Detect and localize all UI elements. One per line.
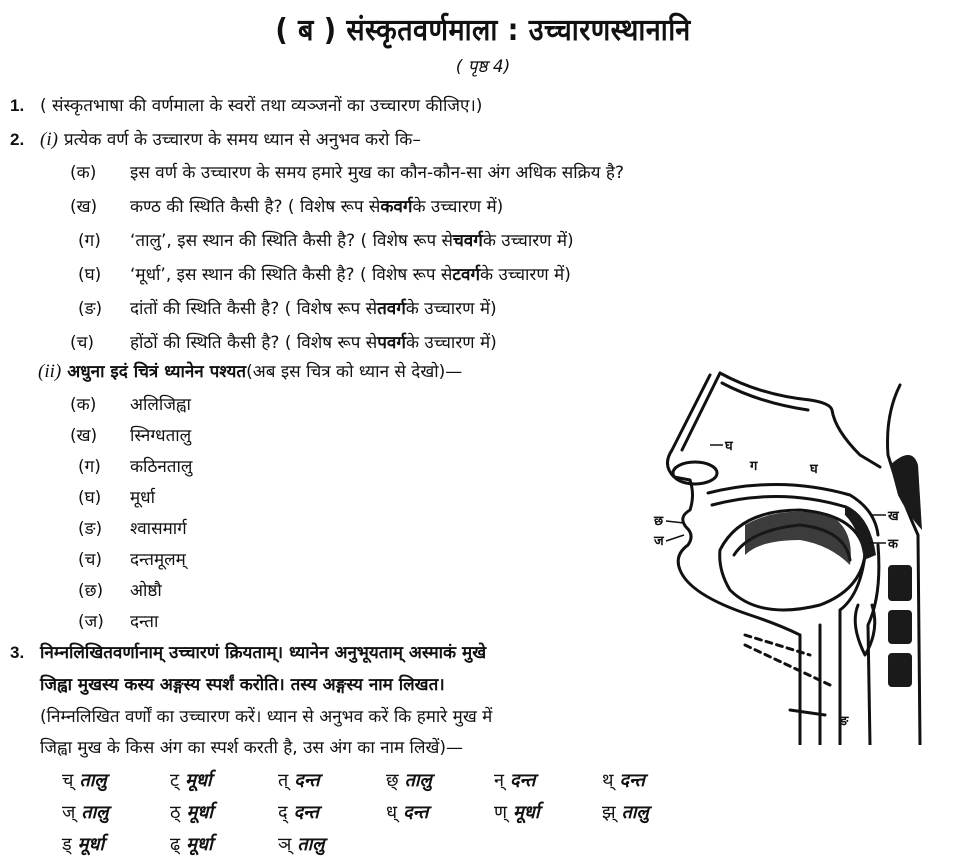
item-text: इस वर्ण के उच्चारण के समय हमारे मुख का कौन-कौन-सा अंग अधिक सक्रिय है? bbox=[130, 163, 624, 183]
question-text-line: (निम्नलिखित वर्णों का उच्चारण करें। ध्यान से अनुभव करें कि हमारे मुख में bbox=[40, 707, 493, 727]
diagram-label-ga: ग bbox=[750, 459, 758, 474]
question-number: 1. bbox=[10, 96, 25, 115]
part-label: (ii) bbox=[38, 361, 62, 382]
item-label: (ग) bbox=[78, 231, 101, 251]
answer-row bbox=[62, 768, 710, 800]
question-text: ( संस्कृतभाषा की वर्णमाला के स्वरों तथा व्यञ्जनों का उच्चारण कीजिए।) bbox=[40, 96, 483, 116]
list-item bbox=[70, 194, 624, 228]
answer-cell: थ् दन्त bbox=[602, 770, 645, 791]
answer-cell: न् दन्त bbox=[494, 770, 536, 791]
list-item bbox=[70, 609, 192, 640]
item-bold: तवर्ग bbox=[377, 299, 406, 319]
answer-cell: ज् तालु bbox=[62, 802, 109, 823]
item-text: के उच्चारण में) bbox=[480, 265, 571, 285]
question-2-part-i bbox=[10, 127, 421, 151]
part-ii-items bbox=[70, 392, 192, 640]
diagram-label-nga: ङ bbox=[840, 714, 849, 729]
item-label: (ख) bbox=[70, 197, 98, 217]
diagram-label-ja: ज bbox=[654, 534, 664, 549]
item-text: दन्तमूलम् bbox=[130, 550, 186, 570]
item-label: (ङ) bbox=[78, 519, 103, 539]
question-number: 2. bbox=[10, 130, 25, 149]
question-text-line: जिह्वा मुखस्य कस्य अङ्गस्य स्पर्शं करोति। तस्य अङ्गस्य नाम लिखत। bbox=[40, 675, 445, 695]
answer-cell: झ् तालु bbox=[602, 802, 649, 823]
item-label: (ख) bbox=[70, 426, 98, 446]
item-label: (घ) bbox=[78, 488, 102, 508]
answer-cell: ञ् तालु bbox=[278, 834, 325, 855]
item-bold: पवर्ग bbox=[377, 333, 406, 353]
answer-cell: छ् तालु bbox=[386, 770, 432, 791]
answer-cell: ड् मूर्धा bbox=[62, 834, 105, 855]
item-bold: टवर्ग bbox=[452, 265, 481, 285]
item-text: श्वासमार्ग bbox=[130, 519, 187, 539]
item-text: अलिजिह्वा bbox=[130, 395, 191, 415]
answer-cell: ट् मूर्धा bbox=[170, 770, 212, 791]
question-text-line: जिह्वा मुख के किस अंग का स्पर्श करती है, उस अंग का नाम लिखें)— bbox=[40, 738, 464, 758]
answer-grid bbox=[62, 768, 710, 864]
answer-cell: ण् मूर्धा bbox=[494, 802, 540, 823]
item-text: ‘मूर्धा’, इस स्थान की स्थिति कैसी है? ( विशेष रूप से bbox=[130, 265, 453, 285]
part-i-items bbox=[70, 160, 624, 364]
part-text: प्रत्येक वर्ण के उच्चारण के समय ध्यान से अनुभव करो कि– bbox=[63, 130, 421, 150]
answer-cell: ठ् मूर्धा bbox=[170, 802, 213, 823]
question-1 bbox=[10, 93, 482, 116]
item-label: (ज) bbox=[78, 612, 104, 632]
answer-row bbox=[62, 832, 710, 864]
item-label: (ङ) bbox=[78, 299, 103, 319]
item-text: के उच्चारण में) bbox=[412, 197, 504, 217]
question-number: 3. bbox=[10, 643, 25, 662]
list-item bbox=[70, 516, 192, 547]
answer-cell: ढ् मूर्धा bbox=[170, 834, 213, 855]
list-item bbox=[70, 262, 624, 296]
item-text: दन्ता bbox=[130, 612, 159, 632]
item-text: मूर्धा bbox=[130, 488, 156, 508]
item-text: के उच्चारण में) bbox=[405, 333, 497, 353]
item-text: कण्ठ की स्थिति कैसी है? ( विशेष रूप से bbox=[130, 197, 381, 217]
item-label: (ग) bbox=[78, 457, 101, 477]
item-label: (क) bbox=[70, 395, 97, 415]
answer-cell: द् दन्त bbox=[278, 802, 319, 823]
item-label: (छ) bbox=[78, 581, 104, 601]
list-item bbox=[70, 547, 192, 578]
item-bold: चवर्ग bbox=[453, 231, 483, 251]
part-label: (i) bbox=[40, 129, 58, 150]
list-item bbox=[70, 485, 192, 516]
list-item bbox=[70, 228, 624, 262]
diagram-label-kha: ख bbox=[888, 509, 899, 524]
question-text-line: निम्नलिखितवर्णानाम् उच्चारणं क्रियताम्। ध्यानेन अनुभूयताम् अस्माकं मुखे bbox=[40, 643, 487, 663]
list-item bbox=[70, 296, 624, 330]
item-label: (च) bbox=[70, 333, 95, 353]
item-label: (क) bbox=[70, 163, 97, 183]
item-label: (च) bbox=[78, 550, 103, 570]
item-text: ओष्ठौ bbox=[130, 581, 162, 601]
item-label: (घ) bbox=[78, 265, 102, 285]
page-reference: ( पृष्ठ 4) bbox=[455, 57, 511, 77]
diagram-label-gha: घ bbox=[725, 439, 733, 454]
list-item bbox=[70, 423, 192, 454]
part-bold-text: अधुना इदं चित्रं ध्यानेन पश्यत bbox=[67, 362, 247, 382]
item-text: स्निग्धतालु bbox=[130, 426, 192, 446]
item-text: कठिनतालु bbox=[130, 457, 193, 477]
item-text: के उच्चारण में) bbox=[405, 299, 497, 319]
mouth-cross-section-diagram bbox=[650, 355, 966, 745]
question-2-part-ii bbox=[38, 359, 462, 383]
list-item bbox=[70, 578, 192, 609]
diagram-label-gha2: घ bbox=[810, 462, 818, 477]
item-text: के उच्चारण में) bbox=[482, 231, 574, 251]
answer-cell: त् दन्त bbox=[278, 770, 320, 791]
item-text: ‘तालु’, इस स्थान की स्थिति कैसी है? ( विशेष रूप से bbox=[130, 231, 454, 251]
item-text: दांतों की स्थिति कैसी है? ( विशेष रूप से bbox=[130, 299, 378, 319]
list-item bbox=[70, 454, 192, 485]
list-item bbox=[70, 392, 192, 423]
item-text: होंठों की स्थिति कैसी है? ( विशेष रूप से bbox=[130, 333, 378, 353]
page-title: ( ब ) संस्कृतवर्णमाला : उच्चारणस्थानानि bbox=[275, 13, 691, 48]
answer-cell: च् तालु bbox=[62, 770, 107, 791]
part-text: (अब इस चित्र को ध्यान से देखो)— bbox=[246, 362, 463, 382]
answer-cell: ध् दन्त bbox=[386, 802, 429, 823]
item-bold: कवर्ग bbox=[380, 197, 413, 217]
list-item bbox=[70, 160, 624, 194]
answer-row bbox=[62, 800, 710, 832]
diagram-label-chha: छ bbox=[654, 514, 664, 529]
diagram-label-ka: क bbox=[888, 537, 898, 552]
question-3 bbox=[10, 640, 492, 766]
